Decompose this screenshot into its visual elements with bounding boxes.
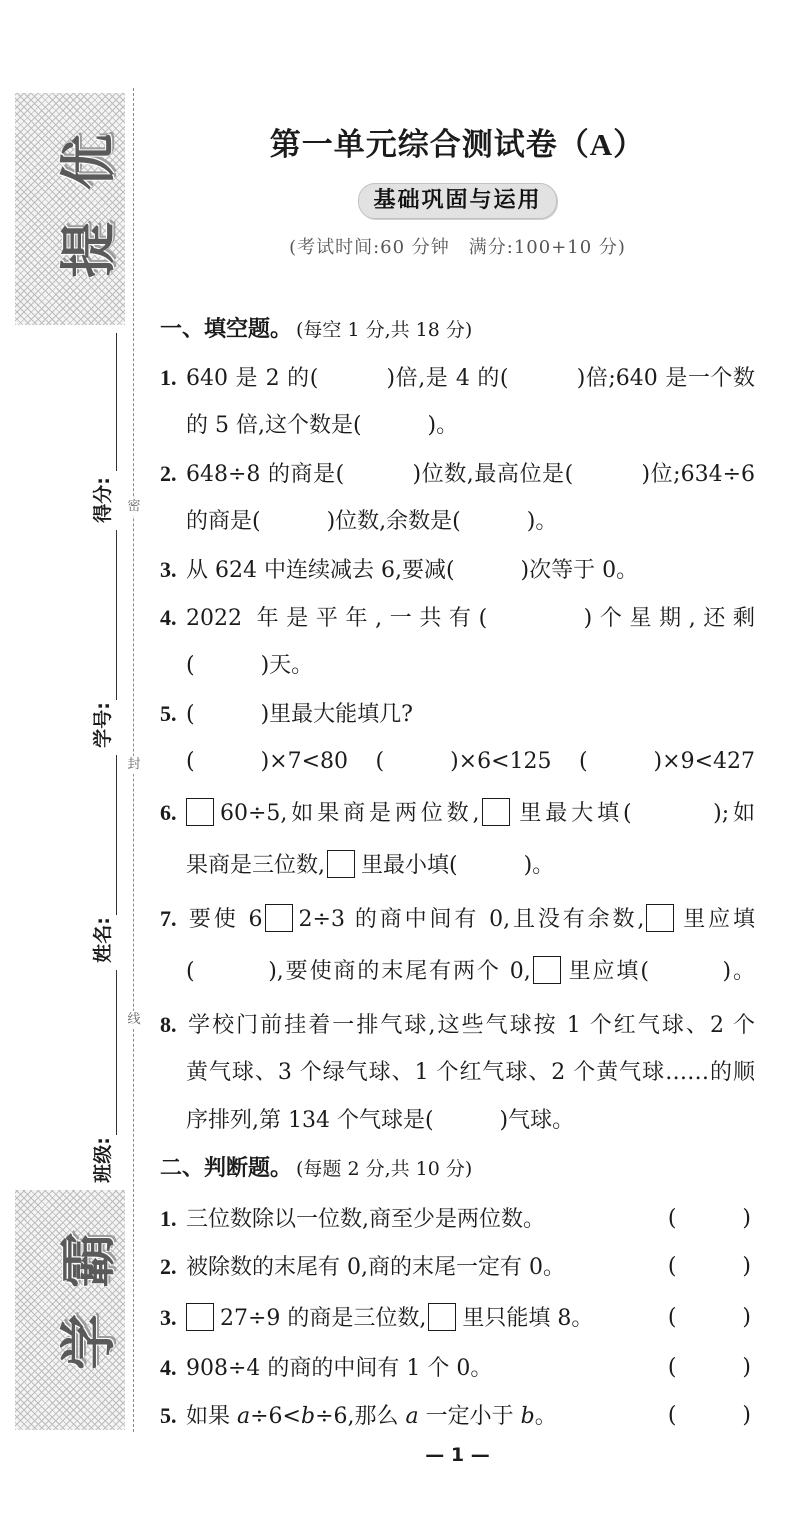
- question-line: [160, 546, 755, 594]
- true-false-item: [160, 1392, 755, 1440]
- section-heading-fill-in: [160, 306, 755, 354]
- variable-b: b: [520, 1404, 535, 1429]
- subtitle-wrap: [160, 183, 755, 219]
- class-fill-line: [116, 970, 117, 1135]
- inequality: ( )×6<125: [375, 749, 552, 774]
- statement: [160, 1291, 593, 1344]
- question-line: [160, 1001, 755, 1049]
- inequality: ( )×7<80: [186, 749, 349, 774]
- question-text: 的 5 倍,这个数是( )。: [186, 413, 459, 438]
- question-text: 从 624 中连续减去 6,要减( )次等于 0。: [186, 558, 639, 583]
- statement-text: 三位数除以一位数,商至少是两位数。: [186, 1207, 545, 1232]
- student-id-label: 学号:: [92, 702, 114, 748]
- question-text: 学校门前挂着一排气球,这些气球按 1 个红气球、2 个: [186, 1013, 755, 1038]
- badge-char-ba: 霸: [57, 1232, 122, 1288]
- top-badge: [15, 93, 125, 325]
- question-line: [160, 892, 755, 945]
- student-id-fill-line: [116, 530, 117, 700]
- section-heading-true-false: [160, 1145, 755, 1193]
- question-number: 2.: [160, 461, 177, 486]
- score-fill-line: [116, 333, 117, 471]
- question-text: 里最小填( )。: [361, 853, 555, 878]
- question-number: 5.: [160, 1403, 177, 1428]
- statement: [160, 1243, 565, 1291]
- statement-text: 一定小于: [418, 1404, 521, 1429]
- question-text: ( )天。: [186, 653, 314, 678]
- variable-b: b: [301, 1404, 316, 1429]
- question-text: 2÷3 的商中间有 0,且没有余数,: [298, 907, 645, 932]
- statement-text: 被除数的末尾有 0,商的末尾一定有 0。: [186, 1255, 565, 1280]
- fill-question-5: [160, 690, 755, 786]
- true-false-item: [160, 1291, 755, 1344]
- statement-text: ÷6,那么: [315, 1404, 406, 1429]
- question-line: [160, 450, 755, 498]
- statement-text: 里只能填 8。: [462, 1306, 594, 1331]
- question-number: 7.: [160, 906, 177, 931]
- true-false-item: [160, 1195, 755, 1243]
- question-number: 4.: [160, 1355, 177, 1380]
- answer-box: [265, 904, 293, 932]
- name-fill-line: [116, 755, 117, 915]
- badge-char-ti: 提: [57, 222, 122, 278]
- fill-question-6: [160, 786, 755, 892]
- question-number: 2.: [160, 1254, 177, 1279]
- fill-question-8: [160, 1001, 755, 1145]
- statement-text: 如果: [186, 1404, 237, 1429]
- answer-box: [186, 798, 214, 826]
- exam-info: (考试时间:60 分钟 满分:100+10 分): [289, 237, 626, 258]
- section-scoring: (每题 2 分,共 10 分): [296, 1158, 473, 1180]
- seal-char-mi: 密: [125, 498, 143, 516]
- answer-parentheses: ( ): [667, 1206, 751, 1231]
- question-text: ( )里最大能填几?: [186, 702, 413, 727]
- statement-text: 27÷9 的商是三位数,: [220, 1306, 427, 1331]
- true-false-item: [160, 1243, 755, 1291]
- fill-question-7: [160, 892, 755, 998]
- seal-char-xian: 线: [125, 1011, 143, 1029]
- question-line: [160, 594, 755, 642]
- question-line: [160, 945, 755, 998]
- question-number: 5.: [160, 701, 177, 726]
- question-line: [160, 1049, 755, 1097]
- answer-box: [482, 798, 510, 826]
- question-text: 里应填: [680, 907, 755, 932]
- question-line: [160, 839, 755, 892]
- fill-question-4: [160, 594, 755, 690]
- question-text: 640 是 2 的( )倍,是 4 的( )倍;640 是一个数: [186, 366, 755, 391]
- question-number: 8.: [160, 1012, 177, 1037]
- bottom-badge: [15, 1190, 125, 1430]
- name-label: 姓名:: [92, 917, 114, 963]
- answer-box: [646, 904, 674, 932]
- question-number: 3.: [160, 557, 177, 582]
- statement: [160, 1195, 545, 1243]
- question-line: [160, 690, 755, 738]
- badge-char-you: 优: [57, 134, 122, 190]
- question-text: 序排列,第 134 个气球是( )气球。: [186, 1108, 575, 1133]
- statement-text: 。: [534, 1404, 557, 1429]
- section-title: 一、填空题。: [160, 317, 293, 342]
- question-text: 要使 6: [186, 907, 263, 932]
- question-line: [160, 786, 755, 839]
- question-line: [160, 642, 755, 690]
- inequality: ( )×9<427: [578, 749, 755, 774]
- question-text: ( ),要使商的末尾有两个 0,: [186, 959, 531, 984]
- variable-a: a: [237, 1404, 251, 1429]
- section-scoring: (每空 1 分,共 18 分): [296, 319, 473, 341]
- answer-parentheses: ( ): [667, 1305, 751, 1330]
- question-text: 的商是( )位数,余数是( )。: [186, 509, 558, 534]
- question-text: 648÷8 的商是( )位数,最高位是( )位;634÷6: [186, 462, 755, 487]
- seal-char-feng: 封: [125, 756, 143, 774]
- class-label: 班级:: [92, 1137, 114, 1183]
- question-line: [160, 354, 755, 402]
- variable-a: a: [405, 1404, 419, 1429]
- statement-text: ÷6<: [250, 1404, 301, 1429]
- answer-box: [428, 1303, 456, 1331]
- fill-question-1: [160, 354, 755, 450]
- badge-char-xue: 学: [57, 1314, 122, 1370]
- question-line: [160, 498, 755, 546]
- question-number: 1.: [160, 365, 177, 390]
- page-title: 第一单元综合测试卷（A）: [269, 127, 646, 162]
- question-text: 里最大填( );如: [515, 801, 755, 826]
- test-paper: [160, 0, 755, 1534]
- question-line: [160, 1097, 755, 1145]
- question-text: 60÷5,如果商是两位数,: [220, 801, 480, 826]
- answer-box: [186, 1303, 214, 1331]
- answer-box: [533, 956, 561, 984]
- statement-text: 908÷4 的商的中间有 1 个 0。: [186, 1356, 493, 1381]
- fill-question-2: [160, 450, 755, 546]
- section-title: 二、判断题。: [160, 1156, 293, 1181]
- question-number: 3.: [160, 1305, 177, 1330]
- question-number: 6.: [160, 800, 177, 825]
- answer-parentheses: ( ): [667, 1254, 751, 1279]
- statement: [160, 1392, 557, 1440]
- question-number: 4.: [160, 605, 177, 630]
- score-label: 得分:: [92, 477, 114, 523]
- question-text: 2022 年是平年,一共有( )个星期,还剩: [186, 606, 755, 631]
- fill-question-3: [160, 546, 755, 594]
- question-line: [160, 402, 755, 450]
- page-number: — 1 —: [425, 1444, 490, 1466]
- true-false-item: [160, 1344, 755, 1392]
- answer-box: [327, 850, 355, 878]
- answer-parentheses: ( ): [667, 1355, 751, 1380]
- question-number: 1.: [160, 1206, 177, 1231]
- question-content: [160, 306, 755, 1440]
- inequality-row: [160, 738, 755, 786]
- subtitle-badge: 基础巩固与运用: [358, 183, 556, 219]
- question-text: 里应填( )。: [566, 959, 755, 984]
- question-text: 果商是三位数,: [186, 853, 325, 878]
- answer-parentheses: ( ): [667, 1403, 751, 1428]
- statement: [160, 1344, 492, 1392]
- question-text: 黄气球、3 个绿气球、1 个红气球、2 个黄气球……的顺: [186, 1060, 755, 1085]
